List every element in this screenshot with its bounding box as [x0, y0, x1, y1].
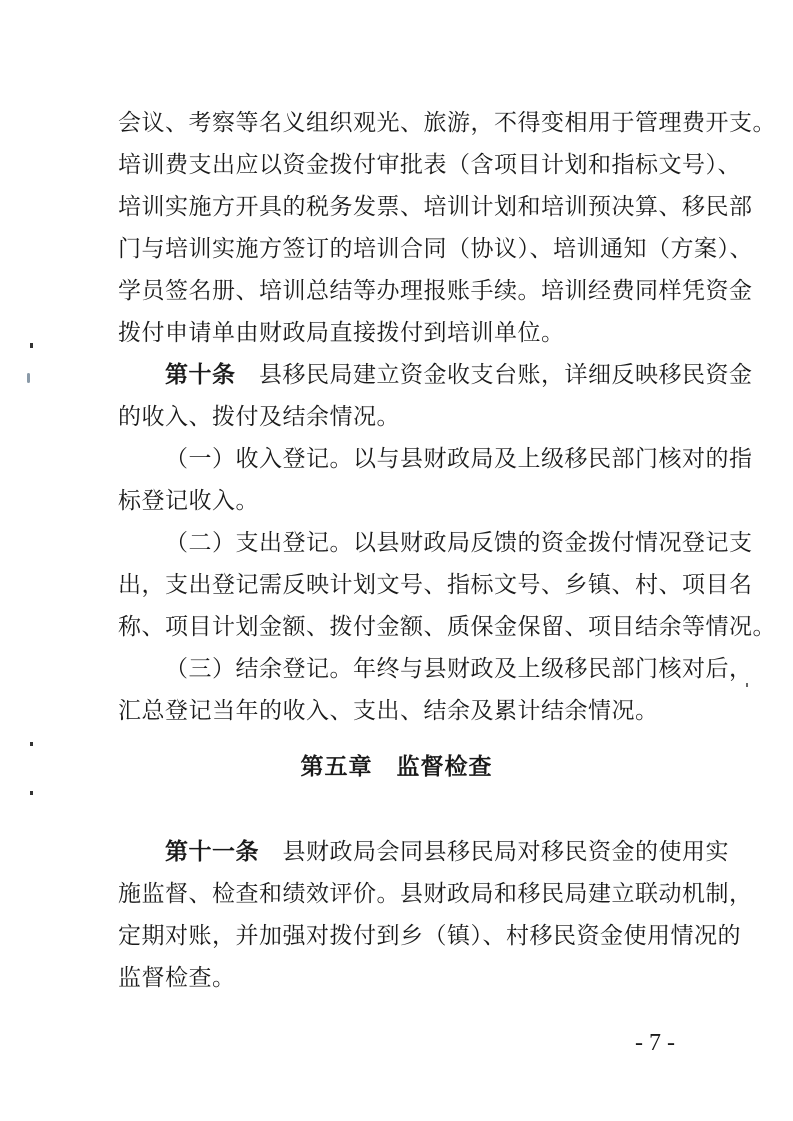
- body-line: 出，支出登记需反映计划文号、指标文号、乡镇、村、项目名: [118, 572, 753, 598]
- body-line: 培训费支出应以资金拨付审批表（含项目计划和指标文号）、: [118, 152, 741, 178]
- body-line: 定期对账，并加强对拨付到乡（镇）、村移民资金使用情况的: [118, 923, 741, 949]
- article-11-text: 县财政局会同县移民局对移民资金的使用实: [259, 839, 729, 865]
- body-line: 拨付申请单由财政局直接拨付到培训单位。: [118, 320, 565, 346]
- body-line: 的收入、拨付及结余情况。: [118, 404, 400, 430]
- article-10-paragraph: [165, 360, 753, 390]
- page-number: - 7 -: [635, 1030, 675, 1056]
- scan-speck: [27, 373, 30, 383]
- body-line: 监督检查。: [118, 965, 236, 991]
- body-line: 会议、考察等名义组织观光、旅游，不得变相用于管理费开支。: [118, 110, 776, 136]
- article-11-paragraph: [165, 837, 729, 867]
- scan-speck: [746, 683, 748, 687]
- article-11-number: 第十一条: [165, 838, 259, 865]
- chapter-title: 第五章 监督检查: [300, 753, 493, 780]
- scan-speck: [30, 742, 33, 746]
- article-10-text: 县移民局建立资金收支台账，详细反映移民资金: [235, 362, 753, 388]
- body-line: 施监督、检查和绩效评价。县财政局和移民局建立联动机制，: [118, 881, 753, 907]
- body-line: （二）支出登记。以县财政局反馈的资金拨付情况登记支: [165, 530, 753, 556]
- scan-speck: [30, 791, 33, 795]
- body-line: 门与培训实施方签订的培训合同（协议）、培训通知（方案）、: [118, 236, 753, 262]
- article-10-number: 第十条: [165, 361, 236, 388]
- body-line: 标登记收入。: [118, 488, 259, 514]
- body-line: 学员签名册、培训总结等办理报账手续。培训经费同样凭资金: [118, 278, 753, 304]
- body-line: 称、项目计划金额、拨付金额、质保金保留、项目结余等情况。: [118, 614, 776, 640]
- body-line: 培训实施方开具的税务发票、培训计划和培训预决算、移民部: [118, 194, 753, 220]
- body-line: （三）结余登记。年终与县财政及上级移民部门核对后，: [165, 656, 753, 682]
- body-line: 汇总登记当年的收入、支出、结余及累计结余情况。: [118, 698, 659, 724]
- body-line: （一）收入登记。以与县财政局及上级移民部门核对的指: [165, 446, 753, 472]
- scan-speck: [30, 343, 33, 348]
